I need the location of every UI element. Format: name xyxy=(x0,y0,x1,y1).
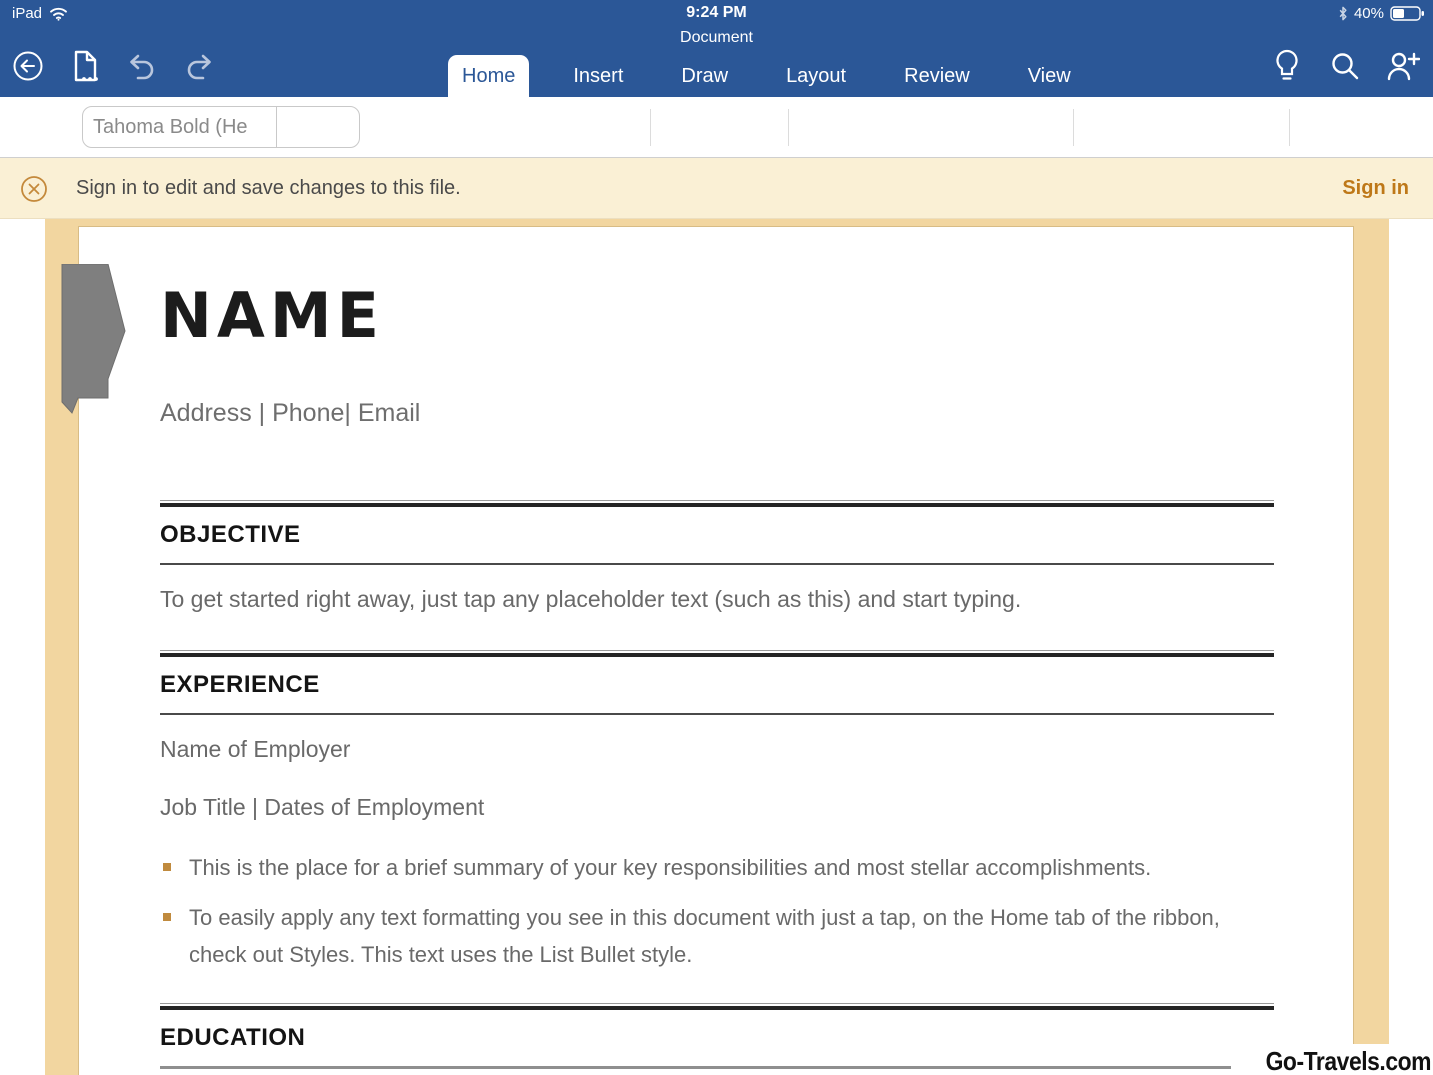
device-label: iPad xyxy=(12,5,43,22)
font-name-value[interactable]: Tahoma Bold (He xyxy=(93,115,248,138)
section-rule xyxy=(160,500,1274,507)
watermark-text: Go-Travels.com xyxy=(1265,1046,1431,1075)
banner-dismiss-button[interactable] xyxy=(20,175,48,203)
toolbar-divider xyxy=(788,109,789,146)
bullet-text: This is the place for a brief summary of your key responsibilities and most stellar accomplishments. xyxy=(189,855,1152,880)
sign-in-banner xyxy=(0,158,1433,219)
tab-draw[interactable]: Draw xyxy=(681,64,729,87)
objective-heading[interactable]: OBJECTIVE xyxy=(160,521,301,548)
resume-name-placeholder[interactable]: NAME xyxy=(160,279,384,352)
battery-percent: 40% xyxy=(1353,5,1384,22)
document-title: Document xyxy=(680,29,753,46)
experience-bullet[interactable] xyxy=(160,849,1274,886)
margin-ribbon-shape xyxy=(61,264,127,415)
dismiss-x-icon xyxy=(20,175,48,203)
heading-rule xyxy=(160,563,1274,565)
share-add-person-button[interactable] xyxy=(1383,46,1423,86)
back-button[interactable] xyxy=(8,46,48,86)
bullet-text: To easily apply any text formatting you see in this document with just a tap, on the Home tab of the ribbon, check out Styles. This text uses the List Bullet style. xyxy=(189,905,1220,967)
document-page[interactable] xyxy=(79,227,1353,1075)
app-header xyxy=(0,0,1433,97)
watermark xyxy=(1231,1044,1433,1075)
redo-button[interactable] xyxy=(179,46,219,86)
undo-button[interactable] xyxy=(122,46,162,86)
search-button[interactable] xyxy=(1325,46,1365,86)
font-picker[interactable] xyxy=(82,106,360,148)
tab-view[interactable]: View xyxy=(1027,64,1071,87)
banner-message: Sign in to edit and save changes to this file. xyxy=(76,176,461,199)
font-size-field[interactable] xyxy=(276,107,359,147)
sign-in-link[interactable]: Sign in xyxy=(1342,176,1409,199)
heading-rule xyxy=(160,713,1274,715)
employer-placeholder[interactable]: Name of Employer xyxy=(160,736,351,762)
toolbar-divider xyxy=(650,109,651,146)
job-title-placeholder[interactable]: Job Title | Dates of Employment xyxy=(160,794,485,820)
toolbar-divider xyxy=(1289,109,1290,146)
battery-icon xyxy=(1390,6,1425,21)
toolbar-divider xyxy=(1073,109,1074,146)
resume-contact-placeholder[interactable]: Address | Phone| Email xyxy=(160,399,421,427)
experience-bullet[interactable] xyxy=(160,899,1274,973)
education-heading[interactable]: EDUCATION xyxy=(160,1024,306,1051)
export-document-button[interactable] xyxy=(65,46,105,86)
experience-heading[interactable]: EXPERIENCE xyxy=(160,671,320,698)
clock: 9:24 PM xyxy=(686,4,747,21)
tell-me-lightbulb-button[interactable] xyxy=(1267,46,1307,86)
document-canvas xyxy=(45,219,1389,1075)
bluetooth-icon xyxy=(1338,6,1348,21)
ribbon-tabs xyxy=(448,55,1085,97)
square-bullet-icon xyxy=(163,863,171,871)
status-bar xyxy=(0,4,1433,26)
document-area xyxy=(0,219,1433,1075)
tab-layout[interactable]: Layout xyxy=(786,64,847,87)
tab-review[interactable]: Review xyxy=(904,64,970,87)
objective-body[interactable]: To get started right away, just tap any placeholder text (such as this) and start typing. xyxy=(160,586,1022,612)
tab-home[interactable]: Home xyxy=(448,55,529,97)
section-rule xyxy=(160,1003,1274,1010)
section-rule xyxy=(160,650,1274,657)
square-bullet-icon xyxy=(163,913,171,921)
tab-insert[interactable]: Insert xyxy=(573,64,624,87)
heading-rule xyxy=(160,1066,1274,1069)
formatting-toolbar xyxy=(0,97,1433,158)
